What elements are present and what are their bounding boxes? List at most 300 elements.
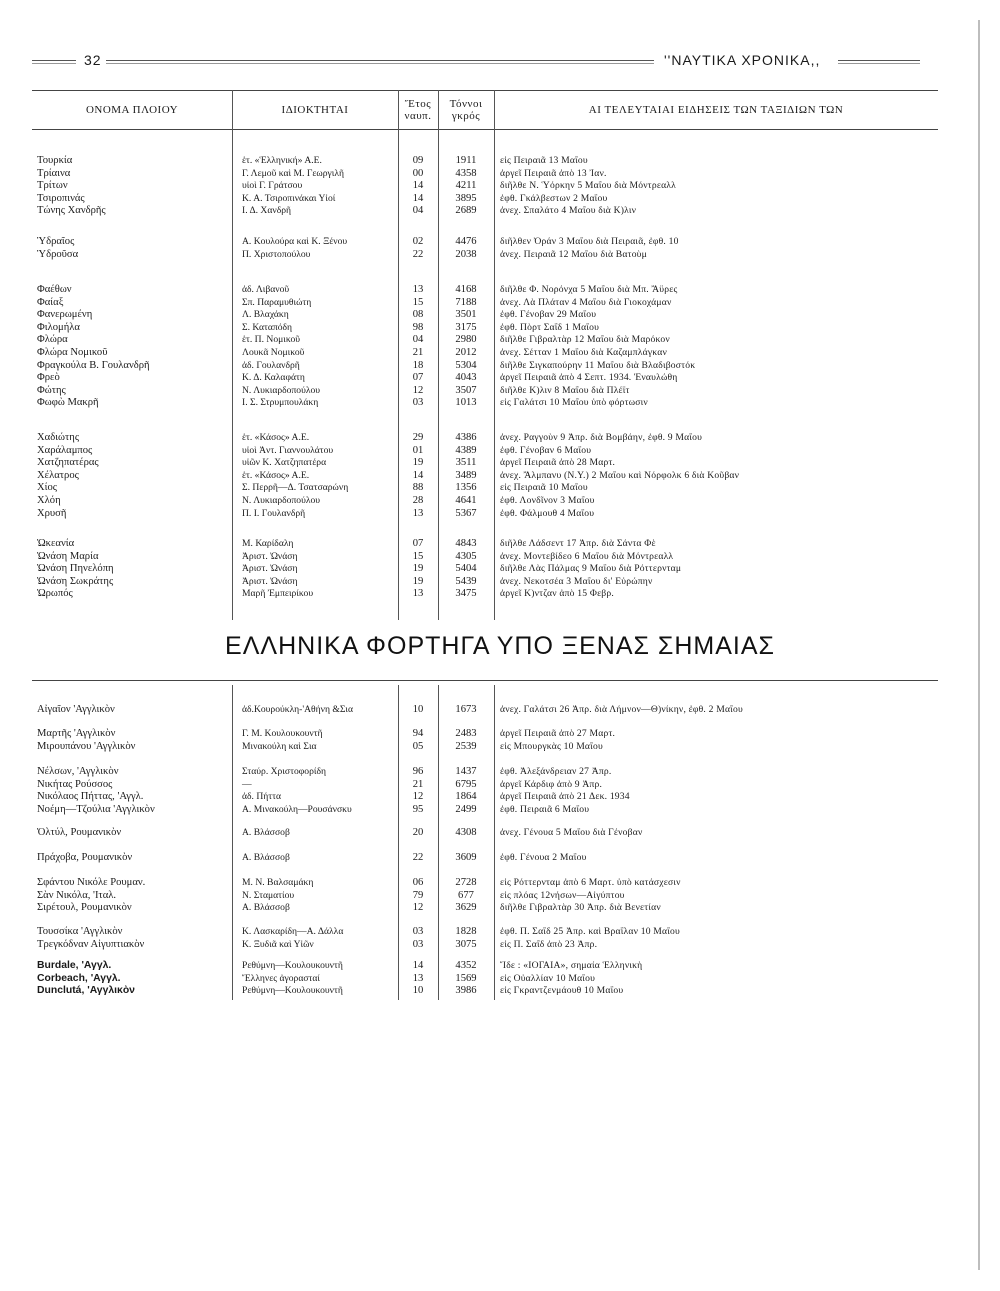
ship-name: Φανερωμένη	[37, 309, 93, 321]
build-year: 06	[412, 877, 424, 888]
table-row	[32, 538, 938, 551]
gross-tons: 2012	[455, 346, 477, 358]
table-row	[32, 766, 938, 779]
ship-name: Τρεγκόδναν Αἰγυπτιακὸν	[37, 938, 145, 950]
table-row	[32, 741, 938, 754]
table-row	[32, 470, 938, 483]
table-row	[32, 704, 938, 717]
gross-tons: 5404	[455, 563, 477, 575]
page-number: 32	[84, 52, 102, 68]
ship-name: Χαράλαμπος	[37, 444, 93, 456]
ship-group	[32, 728, 938, 753]
owner-name: Ι. Σ. Στρυμπουλάκη	[242, 397, 319, 409]
gross-tons: 2728	[455, 877, 477, 888]
build-year: 00	[412, 167, 424, 179]
voyage-news: ἀνεχ. Λὰ Πλάταν 4 Μαΐου διὰ Γιοκοχάμαν	[500, 296, 672, 308]
gross-tons: 3075	[455, 938, 477, 950]
gross-tons: 3629	[455, 902, 477, 914]
gross-tons: 1437	[455, 766, 477, 777]
build-year: 14	[412, 469, 424, 481]
build-year: 02	[412, 236, 424, 247]
ship-name: Φιλομήλα	[37, 321, 80, 333]
build-year: 79	[412, 889, 424, 901]
build-year: 07	[412, 538, 424, 549]
table-row	[32, 779, 938, 792]
voyage-news: διῆλθε Γιβραλτὰρ 12 Μαΐου διὰ Μαρόκον	[500, 334, 670, 346]
gross-tons: 3175	[455, 321, 477, 333]
build-year: 21	[412, 778, 424, 790]
build-year: 15	[412, 296, 424, 308]
voyage-news: ἀργεῖ Κάρδιφ ἀπὸ 9 Ἀπρ.	[500, 778, 603, 790]
owner-name: ἀδ. Λιβανοῦ	[242, 284, 290, 295]
build-year: 20	[412, 827, 424, 838]
ship-name: Χαδιώτης	[37, 432, 80, 443]
table-row	[32, 939, 938, 952]
table-row	[32, 576, 938, 589]
build-year: 04	[412, 334, 424, 346]
ship-name: Corbeach, 'Αγγλ.	[37, 972, 121, 984]
owner-name: Π. Χριστοπούλου	[242, 248, 311, 260]
table-row	[32, 334, 938, 347]
table-row	[32, 205, 938, 218]
owner-name: Μαρῆ Ἐμπειρίκου	[242, 588, 314, 600]
gross-tons: 1828	[455, 926, 477, 937]
table-row	[32, 985, 938, 998]
gross-tons: 1673	[455, 704, 477, 715]
owner-name: Σταύρ. Χριστοφορίδη	[242, 766, 326, 777]
table-row	[32, 563, 938, 576]
gross-tons: 4211	[455, 180, 477, 192]
table-row	[32, 960, 938, 973]
ship-name: Τώνης Χανδρῆς	[37, 205, 106, 217]
ship-name: Φλώρα Νομικοῦ	[37, 346, 108, 358]
table-row	[32, 372, 938, 385]
ship-name: Τρίτων	[37, 180, 68, 192]
table-row	[32, 432, 938, 445]
owner-name: Σ. Περρῆ—Δ. Τσατσαρώνη	[242, 482, 349, 494]
gross-tons: 4386	[455, 432, 477, 443]
build-year: 07	[412, 372, 424, 384]
gross-tons: 4389	[455, 444, 477, 456]
ship-name: Χλόη	[37, 494, 61, 506]
voyage-news: ἀργεῖ Κ)ντζαν ἀπὸ 15 Φεβρ.	[500, 588, 614, 600]
gross-tons: 4308	[455, 827, 477, 838]
ship-group	[32, 155, 938, 218]
voyage-news: ἐφθ. Φάλμουθ 4 Μαΐου	[500, 507, 595, 519]
ship-name: Αἰγαῖον 'Αγγλικὸν	[37, 704, 115, 715]
table-row	[32, 385, 938, 398]
ship-name: Φαίαξ	[37, 296, 64, 308]
table-header	[32, 90, 938, 130]
build-year: 96	[412, 766, 424, 777]
owner-name: ἑτ. «Κάσος» Α.Ε.	[242, 432, 310, 443]
table-row	[32, 791, 938, 804]
table-row	[32, 902, 938, 915]
gross-tons: 1569	[455, 972, 477, 984]
owner-name: ἀδ. Γουλανδρῆ	[242, 359, 300, 371]
table-row	[32, 236, 938, 249]
build-year: 14	[412, 180, 424, 192]
table-row	[32, 284, 938, 297]
table-row	[32, 804, 938, 817]
owner-name: Ν. Λυκιαρδοπούλου	[242, 494, 321, 506]
voyage-news: ἐφθ. Λονδῖνον 3 Μαΐου	[500, 494, 595, 506]
voyage-news: διῆλθεν Ὀράν 3 Μαΐου διὰ Πειραιᾶ, ἐφθ. 10	[500, 236, 679, 247]
voyage-news: διῆλθε Ν. Ὑόρκην 5 Μαΐου διὰ Μόντρεαλλ	[500, 180, 677, 192]
gross-tons: 2038	[455, 248, 477, 260]
ship-group	[32, 852, 938, 865]
voyage-news: εἰς Μπουργκὰς 10 Μαΐου	[500, 740, 603, 752]
voyage-news: ἀνεχ. Ἄλμπανυ (Ν.Υ.) 2 Μαΐου καὶ Νόρφολκ 6 διὰ Κοῦβαν	[500, 469, 740, 481]
owner-name: Ἀριστ. Ὠνάση	[242, 550, 298, 562]
gross-tons: 7188	[455, 296, 477, 308]
owner-name: ἑτ. «Ἑλληνική» Α.Ε.	[242, 155, 322, 166]
voyage-news: εἰς Πειραιᾶ 13 Μαΐου	[500, 155, 588, 166]
ship-group	[32, 538, 938, 601]
owner-name: Ν. Σταματίου	[242, 889, 295, 901]
owner-name: Μ. Ν. Βαλσαμάκη	[242, 877, 314, 888]
ship-group	[32, 877, 938, 915]
gross-tons: 3609	[455, 852, 477, 863]
ship-name: Ὠρωπός	[37, 588, 73, 600]
build-year: 88	[412, 482, 424, 494]
column-header-news: ΑΙ ΤΕΛΕΥΤΑΙΑΙ ΕΙΔΗΣΕΙΣ ΤΩΝ ΤΑΞΙΔΙΩΝ ΤΩΝ	[588, 104, 844, 116]
owner-name: ἑτ. Π. Νομικοῦ	[242, 334, 301, 346]
voyage-news: ἀνεχ. Σέτταν 1 Μαΐου διὰ Καζαμπλάγκαν	[500, 346, 668, 358]
ship-name: Νοέμη—Τζούλια 'Αγγλικὸν	[37, 803, 155, 815]
build-year: 01	[412, 444, 424, 456]
voyage-news: ἀργεῖ Πειραιᾶ ἀπὸ 21 Δεκ. 1934	[500, 791, 630, 803]
build-year: 04	[412, 205, 424, 217]
build-year: 19	[412, 575, 424, 587]
table-row	[32, 309, 938, 322]
owner-name: Ρεθύμνη—Κουλουκουντῆ	[242, 985, 343, 997]
ship-name: Μιρουπάνου 'Αγγλικὸν	[37, 740, 136, 752]
ship-name: Χρυσῆ	[37, 507, 67, 519]
ship-name: Ὠκεανία	[37, 538, 75, 549]
build-year: 12	[412, 791, 424, 803]
table-row	[32, 168, 938, 181]
owner-name: Ι. Δ. Χανδρῆ	[242, 205, 292, 217]
table-row	[32, 297, 938, 310]
voyage-news: ἀνεχ. Σπαλάτο 4 Μαΐου διὰ Κ)λιν	[500, 205, 637, 217]
owner-name: Ἀριστ. Ὠνάση	[242, 563, 298, 575]
gross-tons: 1864	[455, 791, 477, 803]
table-row	[32, 445, 938, 458]
ship-group	[32, 432, 938, 520]
build-year: 95	[412, 803, 424, 815]
owner-name: Α. Κουλούρα καὶ Κ. Ξένου	[242, 236, 348, 247]
gross-tons: 5367	[455, 507, 477, 519]
voyage-news: Ἴδε : «ΙΟΓΑΙΑ», σημαία Ἑλληνικὴ	[500, 960, 643, 971]
table-row	[32, 397, 938, 410]
voyage-news: ἐφθ. Πειραιᾶ 6 Μαΐου	[500, 803, 590, 815]
build-year: 15	[412, 550, 424, 562]
gross-tons: 4641	[455, 494, 477, 506]
ship-name: Ὠνάση Σωκράτης	[37, 575, 114, 587]
voyage-news: ἐφθ. Πὸρτ Σαΐδ 1 Μαΐου	[500, 321, 600, 333]
build-year: 21	[412, 346, 424, 358]
gross-tons: 1356	[455, 482, 477, 494]
gross-tons: 6795	[455, 778, 477, 790]
gross-tons: 5304	[455, 359, 477, 371]
header-rule-right	[838, 60, 920, 64]
owner-name: Μινακούλη καὶ Σια	[242, 740, 317, 752]
build-year: 29	[412, 432, 424, 443]
build-year: 19	[412, 563, 424, 575]
gross-tons: 5439	[455, 575, 477, 587]
table-row	[32, 852, 938, 865]
owner-name: Α. Βλάσσοβ	[242, 827, 290, 838]
ship-name: Φλώρα	[37, 334, 68, 346]
gross-tons: 2539	[455, 740, 477, 752]
ship-group	[32, 236, 938, 261]
column-header-tons: Τόννοι γκρός	[449, 98, 483, 122]
ship-name: Νικόλαος Πήττας, 'Αγγλ.	[37, 791, 144, 803]
ship-name: Φώτης	[37, 384, 66, 396]
build-year: 09	[412, 155, 424, 166]
build-year: 10	[412, 704, 424, 715]
owner-name: Κ. Α. Τσιροπινάκαι Υἱοί	[242, 192, 336, 204]
build-year: 18	[412, 359, 424, 371]
build-year: 05	[412, 740, 424, 752]
voyage-news: εἰς Γαλάτσι 10 Μαΐου ὑπὸ φόρτωσιν	[500, 397, 648, 409]
ship-name: Χατζηπατέρας	[37, 457, 99, 469]
owner-name: Λουκᾶ Νομικοῦ	[242, 346, 305, 358]
voyage-news: διῆλθε Λὰς Πάλμας 9 Μαΐου διὰ Ρόττερνταμ	[500, 563, 682, 575]
voyage-news: ἀνεχ. Μοντεβίδεο 6 Μαΐου διὰ Μόντρεαλλ	[500, 550, 674, 562]
table-row	[32, 457, 938, 470]
section-divider	[32, 680, 938, 681]
ship-name: Σφάντου Νικόλε Ρουμαν.	[37, 877, 146, 888]
owner-name: —	[242, 778, 252, 790]
build-year: 22	[412, 248, 424, 260]
gross-tons: 4358	[455, 167, 477, 179]
table-row	[32, 890, 938, 903]
table-row	[32, 360, 938, 373]
ship-name: Dunclutá, 'Αγγλικὸν	[37, 985, 135, 997]
voyage-news: ἀνεχ. Γένουα 5 Μαΐου διὰ Γένοβαν	[500, 827, 643, 838]
gross-tons: 1911	[455, 155, 477, 166]
voyage-news: ἀνεχ. Νεκοτσέα 3 Μαΐου δι' Εὐρώπην	[500, 575, 653, 587]
gross-tons: 3986	[455, 985, 477, 997]
build-year: 13	[412, 284, 424, 295]
voyage-news: ἀργεῖ Πειραιᾶ ἀπὸ 27 Μαρτ.	[500, 728, 616, 739]
ship-group	[32, 960, 938, 998]
owner-name: Ἀριστ. Ὠνάση	[242, 575, 298, 587]
voyage-news: εἰς Ρόττερνταμ ἀπὸ 6 Μαρτ. ὑπὸ κατάσχεσιν	[500, 877, 681, 888]
voyage-news: διῆλθε Λάδσεντ 17 Ἀπρ. διὰ Σάντα Φὲ	[500, 538, 656, 549]
voyage-news: ἀνεχ. Γαλάτσι 26 Ἀπρ. διὰ Λήμνον—Θ)νίκην, ἐφθ. 2 Μαΐου	[500, 704, 743, 715]
ship-name: Burdale, 'Αγγλ.	[37, 960, 112, 971]
voyage-news: ἀργεῖ Πειραιᾶ ἀπὸ 28 Μαρτ.	[500, 457, 616, 469]
voyage-news: διῆλθε Γιβραλτὰρ 30 Ἀπρ. διὰ Βενετίαν	[500, 902, 661, 914]
voyage-news: ἐφθ. Ἀλεξάνδρειαν 27 Ἀπρ.	[500, 766, 612, 777]
build-year: 12	[412, 384, 424, 396]
build-year: 12	[412, 902, 424, 914]
ship-group	[32, 284, 938, 410]
ship-name: Ὀλτύλ, Ρουμανικὸν	[37, 827, 122, 838]
ship-name: Ὠνάση Πηνελόπη	[37, 563, 114, 575]
gross-tons: 4352	[455, 960, 477, 971]
table-row	[32, 180, 938, 193]
build-year: 14	[412, 192, 424, 204]
ship-name: Σὰν Νικόλα, 'Ιταλ.	[37, 889, 117, 901]
gross-tons: 4043	[455, 372, 477, 384]
ship-name: Ὠνάση Μαρία	[37, 550, 99, 562]
journal-title: ''ΝΑΥΤΙΚΑ ΧΡΟΝΙΚΑ,,	[664, 52, 821, 68]
gross-tons: 4476	[455, 236, 477, 247]
build-year: 08	[412, 309, 424, 321]
build-year: 22	[412, 852, 424, 863]
ship-name: Φαέθων	[37, 284, 72, 295]
gross-tons: 3895	[455, 192, 477, 204]
ship-name: Τρίαινα	[37, 167, 71, 179]
gross-tons: 2689	[455, 205, 477, 217]
owner-name: ἑτ. «Κάσος» Α.Ε.	[242, 469, 310, 481]
build-year: 03	[412, 397, 424, 409]
gross-tons: 2483	[455, 728, 477, 739]
voyage-news: ἐφθ. Γένοβαν 6 Μαΐου	[500, 444, 592, 456]
table-row	[32, 193, 938, 206]
owner-name: Κ. Ξυδιᾶ καὶ Υἱῶν	[242, 938, 314, 950]
voyage-news: ἀργεῖ Πειραιᾶ ἀπὸ 4 Σεπτ. 1934. Ἐναυλώθη	[500, 372, 678, 384]
build-year: 98	[412, 321, 424, 333]
ship-group	[32, 827, 938, 840]
voyage-news: εἰς Πειραιᾶ 10 Μαΐου	[500, 482, 588, 494]
ship-name: Χίος	[37, 482, 57, 494]
voyage-news: εἰς πλόας 12νήσων—Αἰγύπτου	[500, 889, 625, 901]
ship-name: Νικήτας Ρούσσος	[37, 778, 113, 790]
gross-tons: 2980	[455, 334, 477, 346]
voyage-news: ἐφθ. Γκάλβεστων 2 Μαΐου	[500, 192, 608, 204]
gross-tons: 677	[458, 889, 474, 901]
table-row	[32, 827, 938, 840]
ship-name: Χέλατρος	[37, 469, 79, 481]
owner-name: Ἕλληνες ἀγορασταί	[242, 972, 320, 984]
build-year: 19	[412, 457, 424, 469]
table-row	[32, 482, 938, 495]
voyage-news: ἀνεχ. Ραγγοὺν 9 Ἀπρ. διὰ Βομβάην, ἐφθ. 9 Μαΐου	[500, 432, 703, 443]
ship-name: Φραγκούλα Β. Γουλανδρῆ	[37, 359, 150, 371]
gross-tons: 4843	[455, 538, 477, 549]
ship-name: Ὑδροῦσα	[37, 248, 79, 260]
ship-group	[32, 766, 938, 816]
gross-tons: 4305	[455, 550, 477, 562]
ship-name: Νέλσων, 'Αγγλικὸν	[37, 766, 119, 777]
gross-tons: 1013	[455, 397, 477, 409]
build-year: 14	[412, 960, 424, 971]
table-row	[32, 973, 938, 986]
owner-name: Ρεθύμνη—Κουλουκουντῆ	[242, 960, 343, 971]
voyage-news: εἰς Γκραντζενμάουθ 10 Μαΐου	[500, 985, 624, 997]
voyage-news: ἀνεχ. Πειραιᾶ 12 Μαΐου διὰ Βατοὺμ	[500, 248, 647, 260]
owner-name: Γ. Λεμοῦ καὶ Μ. Γεωργιλῆ	[242, 167, 344, 179]
table-row	[32, 728, 938, 741]
voyage-news: ἐφθ. Γένουα 2 Μαΐου	[500, 852, 587, 863]
ship-group	[32, 704, 938, 717]
owner-name: Α. Βλάσσοβ	[242, 902, 290, 914]
table-row	[32, 588, 938, 601]
table-row	[32, 551, 938, 564]
owner-name: ἀδ.Κουρούκλη-'Αθήνη &Σια	[242, 704, 354, 715]
owner-name: Α. Μινακούλη—Ρουσάνσκυ	[242, 803, 352, 815]
owner-name: Ν. Λυκιαρδοπούλου	[242, 384, 321, 396]
voyage-news: διῆλθε Κ)λιν 8 Μαΐου διὰ Πλέϊτ	[500, 384, 630, 396]
table-row	[32, 508, 938, 521]
gross-tons: 3475	[455, 588, 477, 600]
owner-name: υἱοὶ Ἀντ. Γιαννουλάτου	[242, 444, 334, 456]
table-row	[32, 249, 938, 262]
ship-name: Φωφὼ Μακρῆ	[37, 397, 99, 409]
voyage-news: διῆλθε Φ. Νορόνχα 5 Μαΐου διὰ Μπ. Ἄϋρες	[500, 284, 678, 295]
voyage-news: ἐφθ. Π. Σαΐδ 25 Ἀπρ. καὶ Βραΐλαν 10 Μαΐου	[500, 926, 680, 937]
column-header-name: ΟΝΟΜΑ ΠΛΟΙΟΥ	[85, 104, 179, 116]
ship-name: Φρεὸ	[37, 372, 60, 384]
voyage-news: εἰς Οὐαλλίαν 10 Μαΐου	[500, 972, 596, 984]
gross-tons: 3507	[455, 384, 477, 396]
owner-name: Σ. Καταπόδη	[242, 321, 293, 333]
header-rule-left	[32, 60, 76, 64]
owner-name: υἱοὶ Γ. Γράτσου	[242, 180, 303, 192]
table-row	[32, 347, 938, 360]
owner-name: Σπ. Παραμυθιώτη	[242, 296, 312, 308]
owner-name: Μ. Καρίδαλη	[242, 538, 294, 549]
gross-tons: 3501	[455, 309, 477, 321]
owner-name: Α. Βλάσσοβ	[242, 852, 290, 863]
ship-name: Μαρτῆς 'Αγγλικὸν	[37, 728, 116, 739]
table-row	[32, 877, 938, 890]
build-year: 10	[412, 985, 424, 997]
ship-name: Τσιροπινάς	[37, 192, 85, 204]
owner-name: ἀδ. Πήττα	[242, 791, 282, 803]
table-row	[32, 322, 938, 335]
ship-group	[32, 926, 938, 951]
voyage-news: ἀργεῖ Πειραιᾶ ἀπὸ 13 Ἰαν.	[500, 167, 607, 179]
ship-name: Ὑδραῖος	[37, 236, 75, 247]
gross-tons: 3489	[455, 469, 477, 481]
build-year: 94	[412, 728, 424, 739]
voyage-news: εἰς Π. Σαΐδ ἀπὸ 23 Ἀπρ.	[500, 938, 598, 950]
build-year: 03	[412, 926, 424, 937]
column-header-year: Ἔτος ναυπ.	[404, 98, 432, 122]
owner-name: Κ. Δ. Καλαφάτη	[242, 372, 305, 384]
running-header	[32, 50, 918, 72]
gross-tons: 4168	[455, 284, 477, 295]
ship-name: Τουρκία	[37, 155, 73, 166]
gross-tons: 3511	[455, 457, 477, 469]
ship-name: Πράχοβα, Ρουμανικὸν	[37, 852, 133, 863]
build-year: 13	[412, 972, 424, 984]
table-row	[32, 155, 938, 168]
ship-name: Τουσσίκα 'Αγγλικὸν	[37, 926, 123, 937]
build-year: 13	[412, 507, 424, 519]
section-title: ΕΛΛΗΝΙΚΑ ΦΟΡΤΗΓΑ ΥΠΟ ΞΕΝΑΣ ΣΗΜΑΙΑΣ	[225, 632, 775, 660]
build-year: 28	[412, 494, 424, 506]
ship-name: Σιρέτουλ, Ρουμανικὸν	[37, 902, 132, 914]
column-header-owners: ΙΔΙΟΚΤΗΤΑΙ	[281, 104, 349, 116]
owner-name: Π. Ι. Γουλανδρῆ	[242, 507, 306, 519]
build-year: 03	[412, 938, 424, 950]
table-row	[32, 926, 938, 939]
voyage-news: διῆλθε Σιγκαπούρην 11 Μαΐου διὰ Βλαδιβοστόκ	[500, 359, 696, 371]
build-year: 13	[412, 588, 424, 600]
voyage-news: ἐφθ. Γένοβαν 29 Μαΐου	[500, 309, 597, 321]
owner-name: Κ. Λασκαρίδη—Α. Δάλλα	[242, 926, 344, 937]
table-row	[32, 495, 938, 508]
header-rule-middle	[106, 60, 654, 64]
gross-tons: 2499	[455, 803, 477, 815]
